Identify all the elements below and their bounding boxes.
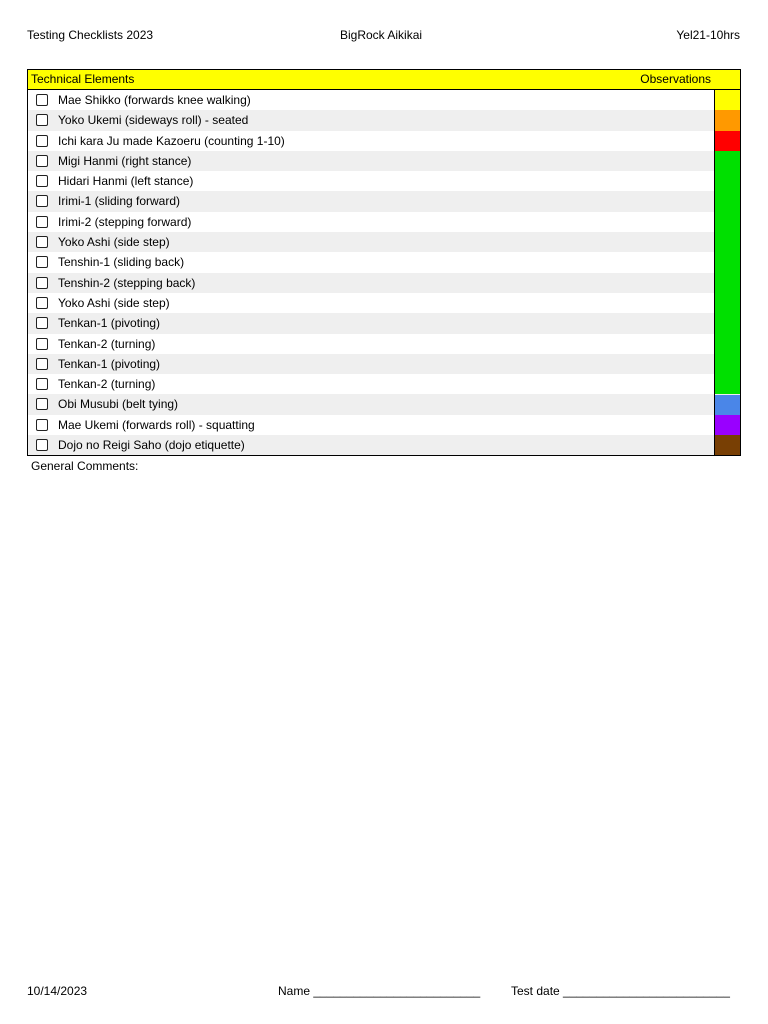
checkbox[interactable] [36, 358, 48, 370]
observations-column [714, 90, 740, 455]
checkbox[interactable] [36, 378, 48, 390]
checkbox[interactable] [36, 439, 48, 451]
observation-color-cell [715, 151, 740, 395]
checkbox[interactable] [36, 277, 48, 289]
list-item [28, 415, 740, 435]
checkbox[interactable] [36, 419, 48, 431]
observation-color-cell [715, 131, 740, 151]
list-item-label: Tenshin-1 (sliding back) [58, 255, 185, 270]
checkbox[interactable] [36, 155, 48, 167]
checkbox[interactable] [36, 114, 48, 126]
checkbox[interactable] [36, 398, 48, 410]
test-date-field[interactable]: Test date _________________________ [511, 984, 730, 998]
list-item [28, 131, 740, 151]
observation-color-cell [715, 395, 740, 415]
list-item-label: Mae Ukemi (forwards roll) - squatting [58, 417, 255, 432]
list-item-label: Yoko Ashi (side step) [58, 235, 170, 250]
list-item-label: Yoko Ukemi (sideways roll) - seated [58, 113, 249, 128]
checklist-table [27, 69, 741, 456]
list-item [28, 374, 740, 394]
observation-color-cell [715, 415, 740, 435]
list-item [28, 435, 740, 455]
footer-date: 10/14/2023 [27, 984, 88, 998]
table-header [28, 70, 740, 90]
list-item-label: Irimi-1 (sliding forward) [58, 194, 181, 209]
list-item-label: Ichi kara Ju made Kazoeru (counting 1-10) [58, 133, 285, 148]
list-item-label: Yoko Ashi (side step) [58, 295, 170, 310]
list-item [28, 110, 740, 130]
list-item [28, 273, 740, 293]
checkbox[interactable] [36, 317, 48, 329]
column-header-technical-elements: Technical Elements [31, 72, 135, 86]
name-field[interactable]: Name _________________________ [278, 984, 481, 998]
list-item [28, 293, 740, 313]
list-item [28, 334, 740, 354]
checklist-rows [28, 90, 740, 455]
list-item-label: Mae Shikko (forwards knee walking) [58, 93, 251, 107]
list-item-label: Hidari Hanmi (left stance) [58, 174, 194, 189]
checkbox[interactable] [36, 236, 48, 248]
list-item [28, 212, 740, 232]
list-item [28, 171, 740, 191]
list-item-label: Tenkan-2 (turning) [58, 377, 156, 392]
checkbox[interactable] [36, 94, 48, 106]
checkbox[interactable] [36, 256, 48, 268]
observation-color-cell [715, 90, 740, 110]
list-item-label: Tenkan-1 (pivoting) [58, 356, 161, 371]
column-header-observations: Observations [640, 72, 711, 86]
list-item [28, 151, 740, 171]
checkbox[interactable] [36, 195, 48, 207]
list-item-label: Tenkan-1 (pivoting) [58, 316, 161, 331]
general-comments-label: General Comments: [31, 459, 139, 473]
header-dojo-name: BigRock Aikikai [340, 28, 423, 42]
checkbox[interactable] [36, 175, 48, 187]
header-level: Yel21-10hrs [676, 28, 740, 42]
header-title: Testing Checklists 2023 [27, 28, 154, 42]
list-item [28, 313, 740, 333]
checkbox[interactable] [36, 338, 48, 350]
checkbox[interactable] [36, 297, 48, 309]
observation-color-cell [715, 110, 740, 130]
list-item [28, 90, 740, 110]
checkbox[interactable] [36, 216, 48, 228]
list-item [28, 354, 740, 374]
list-item-label: Dojo no Reigi Saho (dojo etiquette) [58, 438, 245, 453]
list-item-label: Tenshin-2 (stepping back) [58, 275, 196, 290]
list-item-label: Irimi-2 (stepping forward) [58, 214, 192, 229]
observation-color-cell [715, 435, 740, 455]
checkbox[interactable] [36, 135, 48, 147]
list-item [28, 191, 740, 211]
list-item [28, 394, 740, 414]
list-item-label: Tenkan-2 (turning) [58, 336, 156, 351]
list-item-label: Obi Musubi (belt tying) [58, 397, 179, 412]
list-item-label: Migi Hanmi (right stance) [58, 153, 192, 168]
list-item [28, 232, 740, 252]
list-item [28, 252, 740, 272]
